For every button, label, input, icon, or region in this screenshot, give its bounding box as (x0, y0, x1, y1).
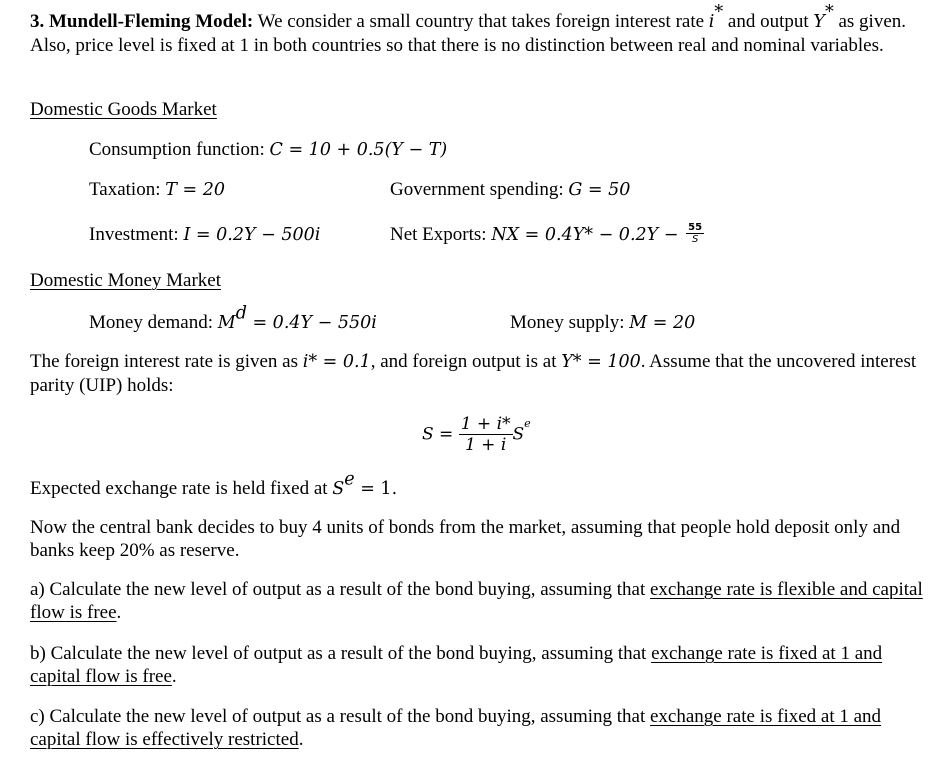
money-supply (510, 311, 695, 335)
uip-num: 1 + i* (460, 414, 511, 434)
question-a-text: a) Calculate the new level of output as a result of the bond buying, assuming that (30, 579, 650, 600)
uip-text-2: , and foreign output is at (370, 351, 562, 372)
nx-label: Net Exports: (390, 224, 492, 245)
uip-eq-2: Y* = 100 (561, 352, 641, 372)
money-supply-label: Money supply: (510, 312, 630, 333)
taxation (89, 178, 225, 202)
question-a (30, 578, 935, 624)
money-supply-expr: M = 20 (629, 313, 696, 333)
money-demand (89, 303, 377, 335)
question-a-end: . (116, 602, 122, 623)
consumption-expr: C = 10 + 0.5(Y − T) (269, 140, 448, 160)
question-b (30, 642, 935, 688)
taxation-expr: T = 20 (165, 180, 225, 200)
gov-label: Government spending: (390, 179, 569, 200)
investment (89, 223, 320, 247)
intro-var-i: i (708, 12, 715, 32)
uip-text-3: . Assume that the uncovered interest parity (UIP) holds: (30, 351, 917, 396)
expected-exchange-rate (30, 469, 398, 501)
money-demand-lhs: M (217, 313, 236, 333)
money-demand-label: Money demand: (89, 312, 218, 333)
uip-lhs: S = (422, 424, 454, 445)
uip-equation (422, 414, 531, 455)
uip-rhs: S (512, 424, 525, 445)
question-c (30, 705, 935, 751)
question-a-underlined: exchange rate is flexible and capital flow is free (30, 579, 923, 623)
intro-var-y: Y (813, 12, 825, 32)
expected-text: Expected exchange rate is held fixed at (30, 478, 333, 499)
problem-heading: Mundell-Fleming Model: (49, 11, 254, 32)
nx-expr: NX = 0.4Y* − 0.2Y − (491, 225, 679, 245)
question-c-end: . (298, 729, 304, 750)
expected-eq: S (332, 479, 345, 499)
uip-text-1: The foreign interest rate is given as (30, 351, 303, 372)
question-c-text: c) Calculate the new level of output as a result of the bond buying, assuming that (30, 706, 650, 727)
investment-label: Investment: (89, 224, 184, 245)
money-market-title: Domestic Money Market (30, 270, 222, 291)
problem-number: 3. (30, 11, 45, 32)
nx-frac-den: S (686, 233, 704, 245)
problem-intro: 3. Mundell-Fleming Model: We consider a small country that takes foreign interest rate i* and output Y* as given. Also, price level is fixed at 1 in both countries so that there is no distinction between real and nominal variables. (30, 2, 907, 56)
intro-text-2: and output (723, 11, 814, 32)
uip-paragraph (30, 350, 935, 397)
consumption-function (89, 138, 447, 162)
taxation-label: Taxation: (89, 179, 166, 200)
uip-rhs-sup: e (524, 416, 531, 430)
government-spending (390, 178, 630, 202)
uip-fraction (459, 414, 513, 455)
nx-frac-num: 55 (688, 222, 703, 234)
question-b-underlined: exchange rate is fixed at 1 and capital flow is free (30, 643, 883, 687)
question-c-underlined: exchange rate is fixed at 1 and capital flow is effectively restricted (30, 706, 882, 750)
intro-text-1: We consider a small country that takes foreign interest rate (257, 11, 709, 32)
consumption-label: Consumption function: (89, 139, 270, 160)
investment-expr: I = 0.2Y − 500i (183, 225, 321, 245)
question-b-end: . (171, 666, 177, 687)
net-exports (390, 223, 704, 247)
goods-market-title: Domestic Goods Market (30, 99, 217, 120)
nx-fraction (686, 222, 704, 245)
uip-den: 1 + i (459, 434, 513, 455)
intro-text-3: as given. Also, price level is fixed at 1 in both countries so that there is no distinction between real and nominal variables. (30, 11, 907, 56)
central-bank-paragraph: Now the central bank decides to buy 4 units of bonds from the market, assuming that people hold deposit only and banks keep 20% as reserve. (30, 517, 901, 561)
question-b-text: b) Calculate the new level of output as a result of the bond buying, assuming that (30, 643, 652, 664)
expected-eq-rest: = 1. (354, 479, 398, 499)
gov-expr: G = 50 (568, 180, 631, 200)
money-demand-rhs: = 0.4Y − 550i (246, 313, 377, 333)
money-demand-sup: d (235, 303, 247, 324)
expected-eq-sup: e (344, 469, 355, 490)
uip-eq-1: i* = 0.1 (302, 352, 371, 372)
